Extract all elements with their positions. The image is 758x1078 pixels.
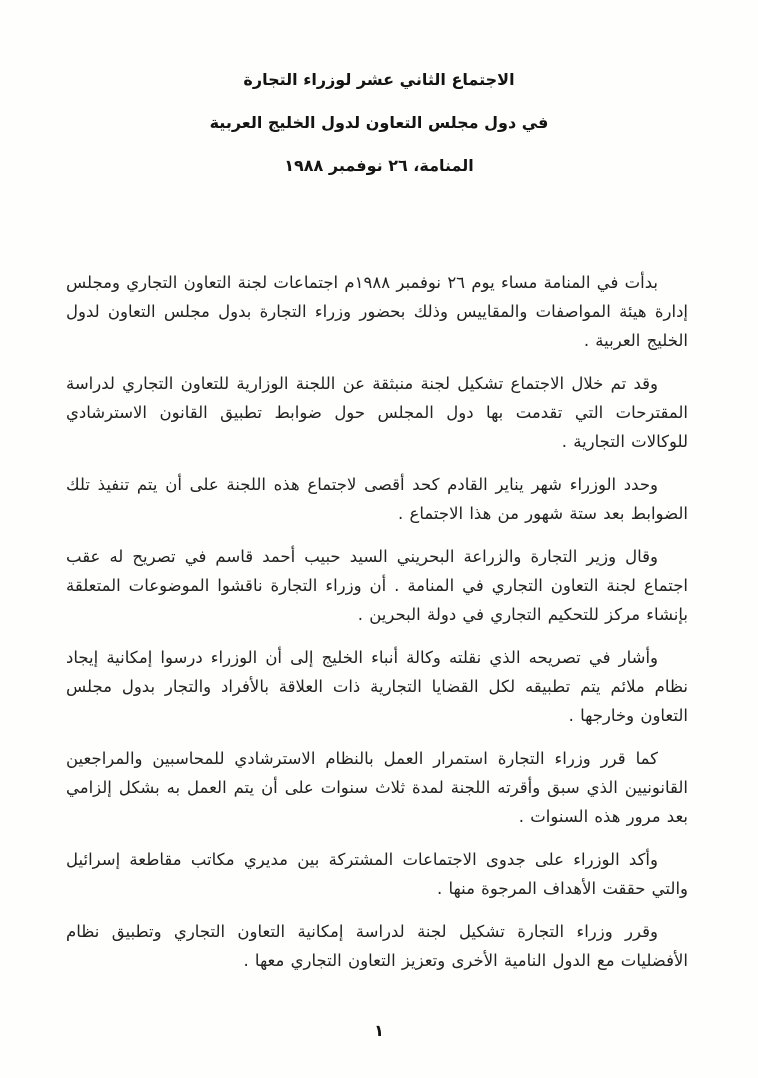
paragraph: وقال وزير التجارة والزراعة البحريني السيد حبيب أحمد قاسم في تصريح له عقب اجتماع لجنة التعاون التجاري في المنامة . أن وزراء التجارة ناقشوا الموضوعات المتعلقة بإنشاء مركز للتحكيم التجاري في دولة البحرين . [66, 547, 688, 624]
paragraph: وقرر وزراء التجارة تشكيل لجنة لدراسة إمكانية التعاون التجاري وتطبيق نظام الأفضليات مع الدول النامية الأخرى وتعزيز التعاون التجاري معها . [66, 922, 688, 970]
paragraph: وقد تم خلال الاجتماع تشكيل لجنة منبثقة عن اللجنة الوزارية للتعاون التجاري لدراسة المقترحات التي تقدمت بها دول المجلس حول ضوابط تطبيق القانون الاسترشادي للوكالات التجارية . [66, 374, 688, 451]
document-title-date-line: المنامة، ٢٦ نوفمبر ١٩٨٨ [284, 156, 474, 175]
paragraph: كما قرر وزراء التجارة استمرار العمل بالنظام الاسترشادي للمحاسبين والمراجعين القانونيين الذي سبق وأقرته اللجنة لمدة ثلاث سنوات على أن يتم العمل به بشكل إلزامي بعد مرور هذه السنوات . [66, 749, 688, 826]
document-title-line-1: الاجتماع الثاني عشر لوزراء التجارة [243, 70, 515, 89]
paragraph: وأكد الوزراء على جدوى الاجتماعات المشتركة بين مديري مكاتب مقاطعة إسرائيل والتي حققت الأهداف المرجوة منها . [66, 850, 688, 898]
page-number: ١ [374, 1021, 384, 1040]
document-title-block [0, 0, 758, 176]
document-body [0, 268, 758, 975]
document-title-line-2: في دول مجلس التعاون لدول الخليج العربية [209, 113, 549, 132]
paragraph: وحدد الوزراء شهر يناير القادم كحد أقصى لاجتماع هذه اللجنة على أن يتم تنفيذ تلك الضوابط بعد ستة شهور من هذا الاجتماع . [66, 475, 688, 523]
paragraph: بدأت في المنامة مساء يوم ٢٦ نوفمبر ١٩٨٨م اجتماعات لجنة التعاون التجاري ومجلس إدارة هيئة المواصفات والمقاييس وذلك بحضور وزراء التجارة بدول مجلس التعاون لدول الخليج العربية . [66, 273, 688, 350]
paragraph: وأشار في تصريحه الذي نقلته وكالة أنباء الخليج إلى أن الوزراء درسوا إمكانية إيجاد نظام ملائم يتم تطبيقه لكل القضايا التجارية ذات العلاقة بالأفراد والتجار بدول مجلس التعاون وخارجها . [66, 648, 688, 725]
